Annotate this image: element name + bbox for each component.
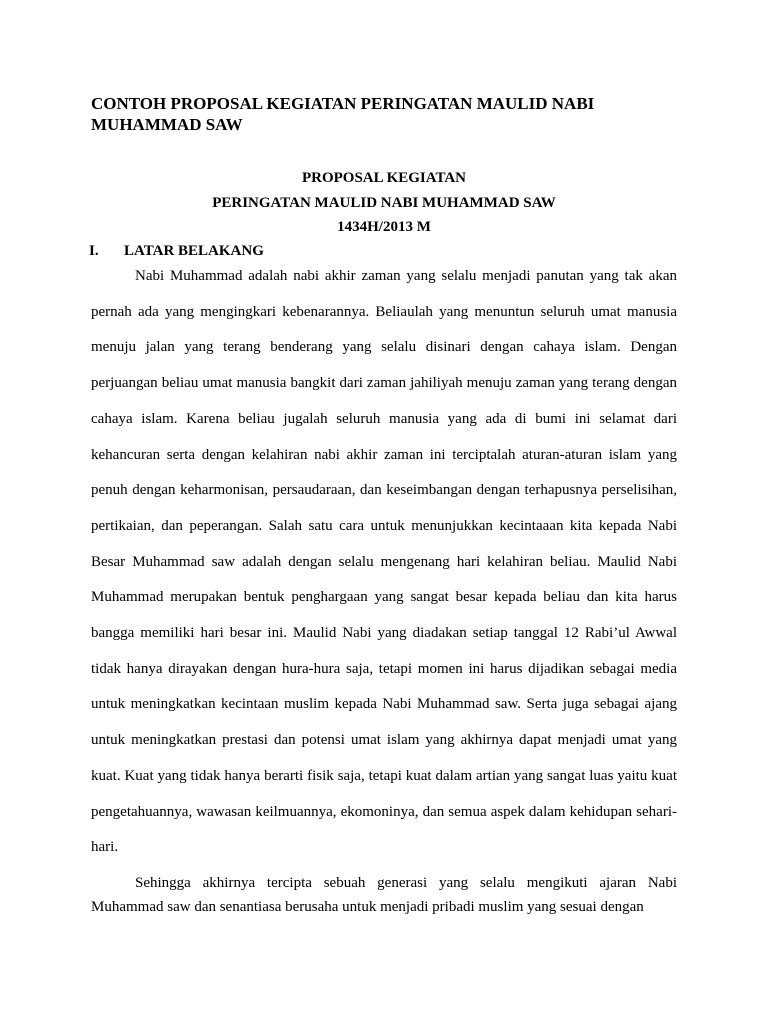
proposal-heading-line-2: PERINGATAN MAULID NABI MUHAMMAD SAW	[212, 195, 556, 211]
section-number: I.	[89, 243, 99, 259]
body-paragraph: Nabi Muhammad adalah nabi akhir zaman yang selalu menjadi panutan yang tak akan pernah ada yang mengingkari kebenarannya. Beliaulah yang menuntun seluruh umat manusia menuju jalan yang terang benderang yang selalu disinari dengan cahaya islam. Dengan perjuangan beliau umat manusia bangkit dari zaman jahiliyah menuju zaman yang terang dengan cahaya islam. Karena beliau jugalah seluruh manusia yang ada di bumi ini selamat dari kehancuran serta dengan kelahiran nabi akhir zaman ini terciptalah aturan-aturan islam yang penuh dengan keharmonisan, persaudaraan, dan keseimbangan dengan terhapusnya perselisihan, pertikaian, dan peperangan. Salah satu cara untuk menunjukkan kecintaaan kita kepada Nabi Besar Muhammad saw adalah dengan selalu mengenang hari kelahiran beliau. Maulid Nabi Muhammad merupakan bentuk penghargaan yang sangat besar kepada beliau dan kita harus bangga memiliki hari besar ini. Maulid Nabi yang diadakan setiap tanggal 12 Rabi’ul Awwal tidak hanya dirayakan dengan hura-hura saja, tetapi momen ini harus dijadikan sebagai media untuk meningkatkan kecintaan muslim kepada Nabi Muhammad saw. Serta juga sebagai ajang untuk meningkatkan prestasi dan potensi umat islam yang akhirnya dapat menjadi umat yang kuat. Kuat yang tidak hanya berarti fisik saja, tetapi kuat dalam artian yang sangat luas yaitu kuat pengetahuannya, wawasan keilmuannya, ekomoninya, dan semua aspek dalam kehidupan sehari-hari.	[91, 268, 677, 856]
section-title: LATAR BELAKANG	[124, 243, 264, 259]
body-paragraph: Sehingga akhirnya tercipta sebuah generasi yang selalu mengikuti ajaran Nabi Muhammad saw dan senantiasa berusaha untuk menjadi pribadi muslim yang sesuai dengan	[91, 875, 677, 915]
section-heading	[89, 242, 264, 260]
proposal-heading-line-3: 1434H/2013 M	[337, 219, 431, 235]
proposal-heading-line-1: PROPOSAL KEGIATAN	[301, 170, 467, 186]
document-title: CONTOH PROPOSAL KEGIATAN PERINGATAN MAULID NABI MUHAMMAD SAW	[91, 94, 595, 134]
